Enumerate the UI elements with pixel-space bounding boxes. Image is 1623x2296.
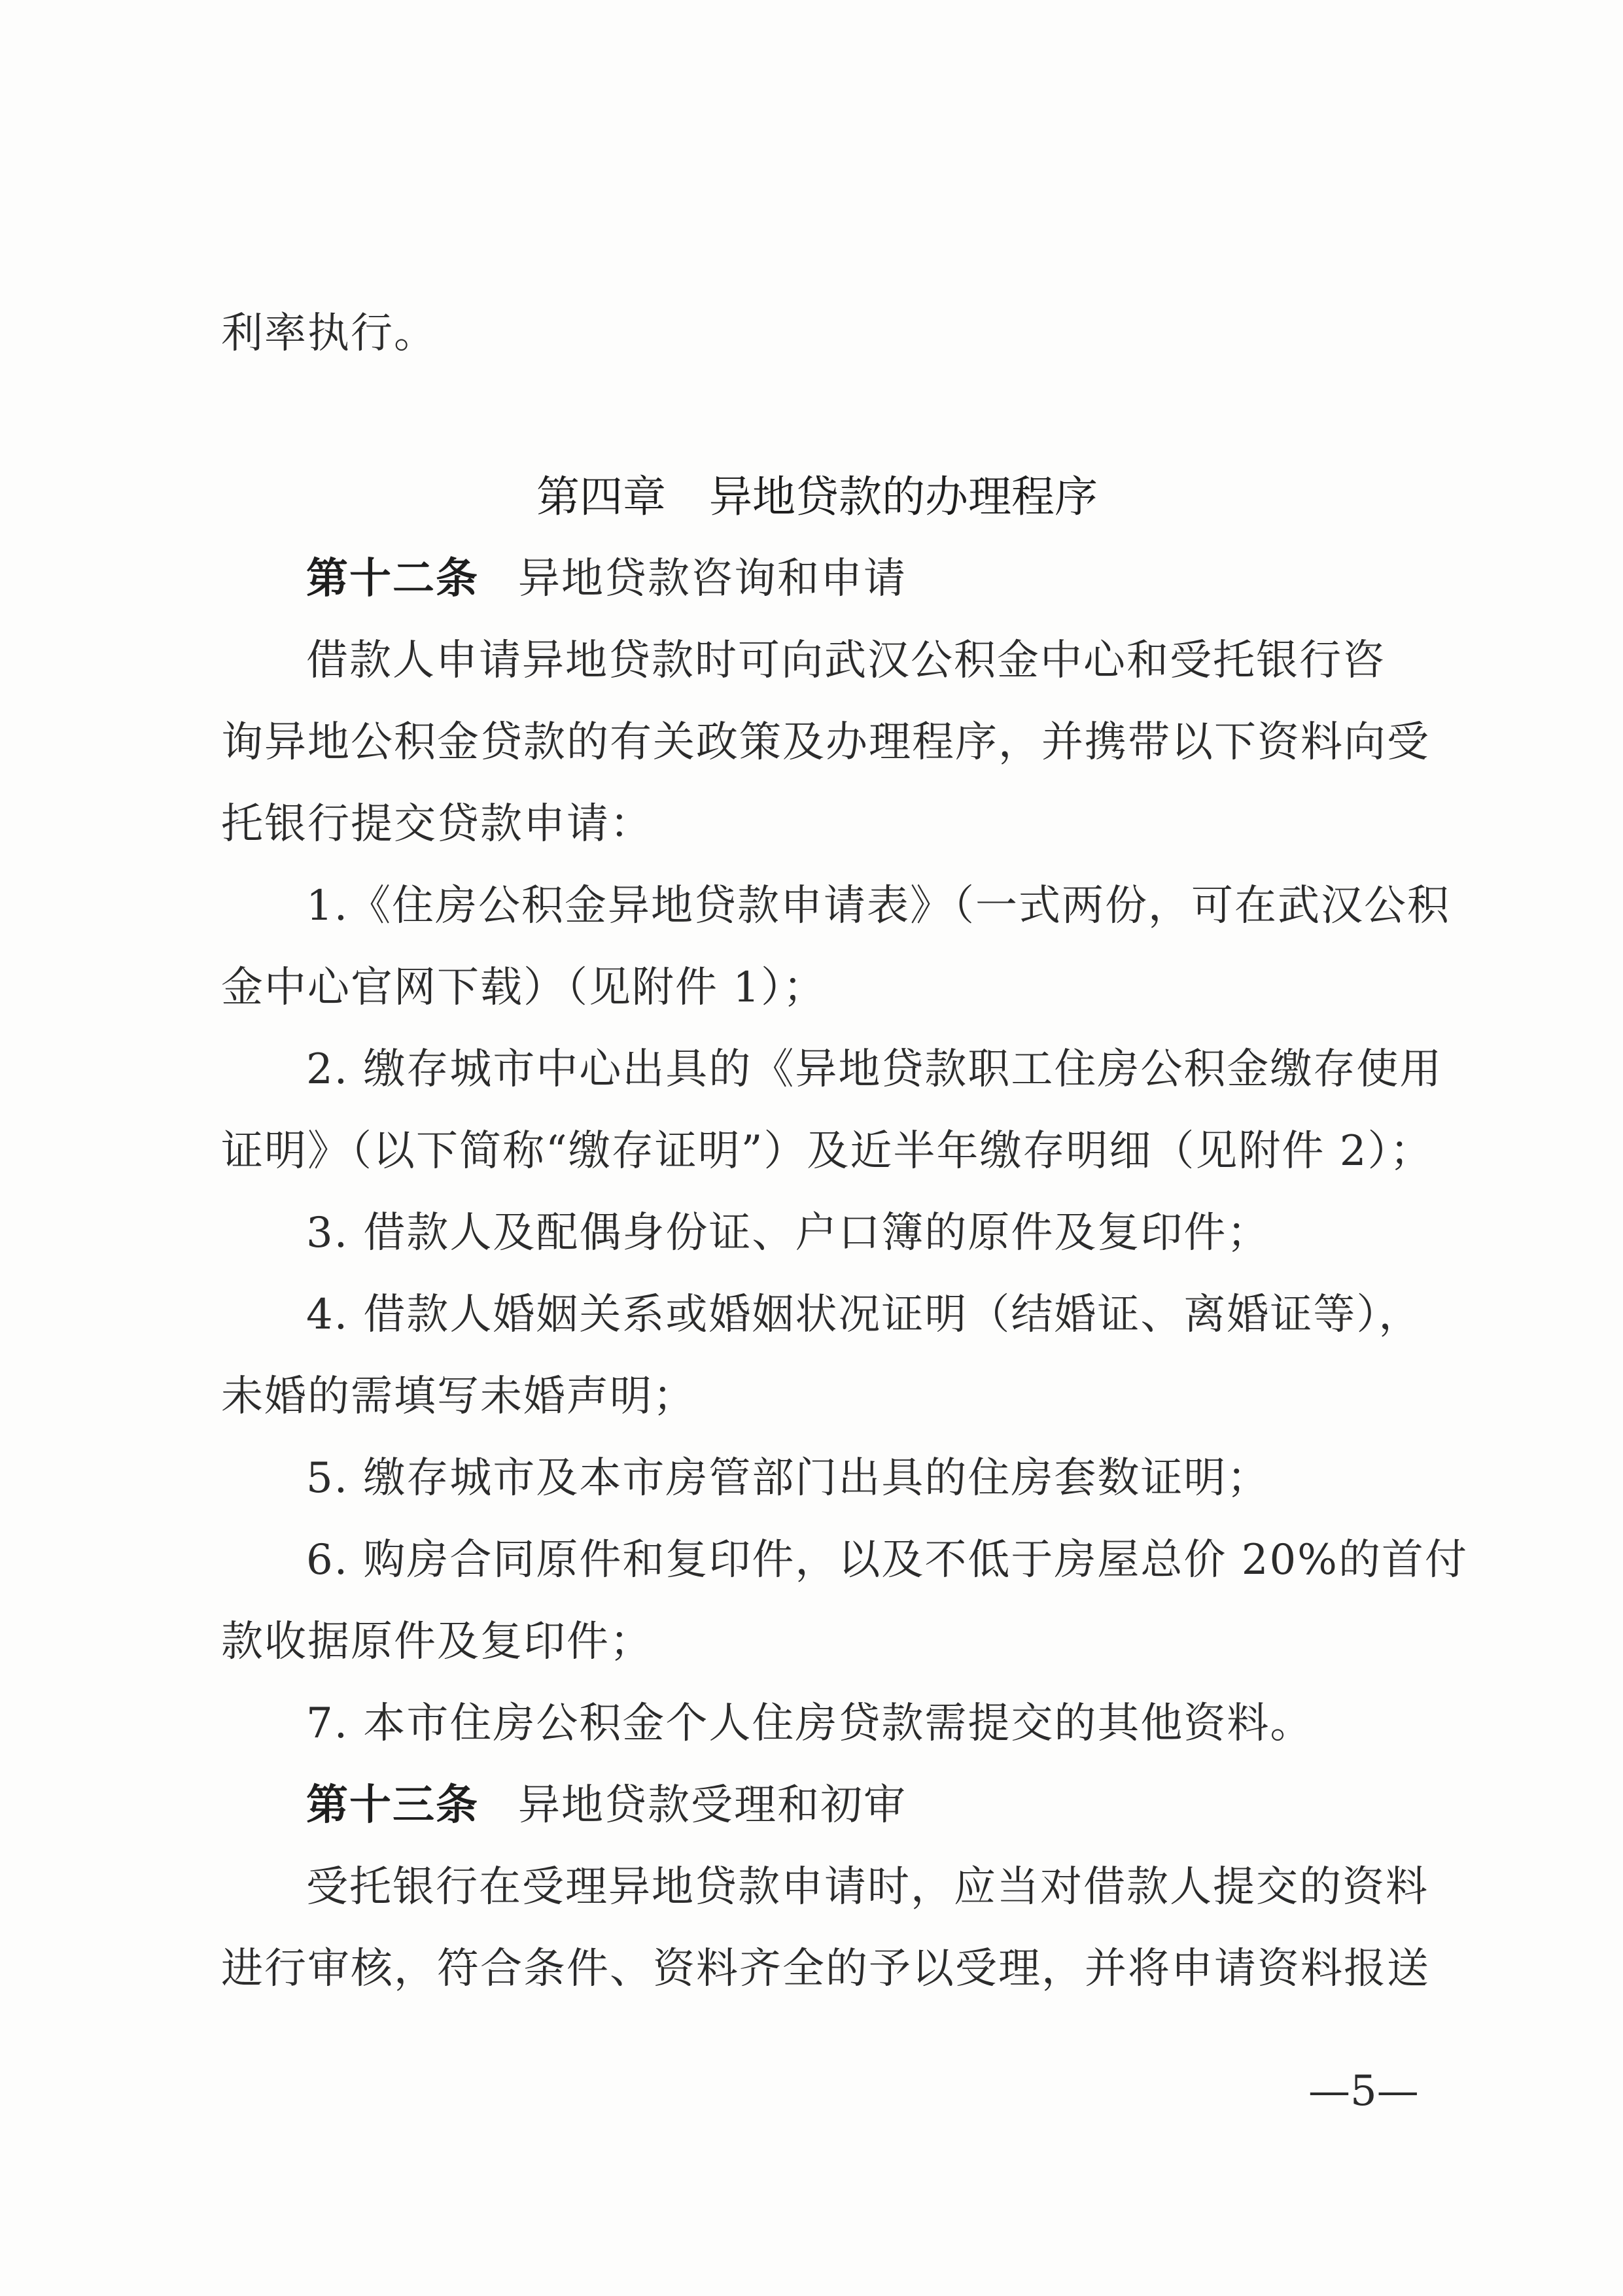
list-item-1: 1.《住房公积金异地贷款申请表》（一式两份，可在武汉公积 bbox=[306, 882, 1451, 930]
list-item-7: 7. 本市住房公积金个人住房贷款需提交的其他资料。 bbox=[306, 1699, 1314, 1748]
article-13-title: 异地贷款受理和初审 bbox=[518, 1781, 907, 1830]
list-item-4: 4. 借款人婚姻关系或婚姻状况证明（结婚证、离婚证等）， bbox=[306, 1291, 1422, 1339]
paragraph-line: 借款人申请异地贷款时可向武汉公积金中心和受托银行咨 bbox=[306, 636, 1386, 685]
carry-over-line: 利率执行。 bbox=[221, 309, 437, 358]
list-item-1-cont: 金中心官网下载）（见附件 1）； bbox=[221, 964, 827, 1012]
article-12-heading bbox=[306, 553, 907, 605]
page-number: —5— bbox=[1308, 2067, 1419, 2115]
list-item-5: 5. 缴存城市及本市房管部门出具的住房套数证明； bbox=[306, 1454, 1270, 1503]
list-item-6-cont: 款收据原件及复印件； bbox=[221, 1618, 653, 1666]
paragraph-line: 托银行提交贷款申请： bbox=[221, 800, 653, 848]
article-12-title: 异地贷款咨询和申请 bbox=[518, 555, 907, 603]
paragraph-line: 进行审核，符合条件、资料齐全的予以受理，并将申请资料报送 bbox=[221, 1945, 1430, 1993]
paragraph-line: 受托银行在受理异地贷款申请时，应当对借款人提交的资料 bbox=[306, 1863, 1429, 1911]
list-item-4-cont: 未婚的需填写未婚声明； bbox=[221, 1372, 696, 1421]
list-item-2: 2. 缴存城市中心出具的《异地贷款职工住房公积金缴存使用 bbox=[306, 1045, 1443, 1094]
article-13-heading bbox=[306, 1779, 907, 1832]
list-item-6: 6. 购房合同原件和复印件，以及不低于房屋总价 20%的首付 bbox=[306, 1536, 1468, 1584]
list-item-3: 3. 借款人及配偶身份证、户口簿的原件及复印件； bbox=[306, 1209, 1270, 1257]
article-12-number: 第十二条 bbox=[306, 555, 479, 603]
chapter-title: 第四章 异地贷款的办理程序 bbox=[536, 472, 1098, 522]
article-13-number: 第十三条 bbox=[306, 1781, 479, 1830]
paragraph-line: 询异地公积金贷款的有关政策及办理程序，并携带以下资料向受 bbox=[221, 718, 1430, 767]
list-item-2-cont: 证明》（以下简称“缴存证明”）及近半年缴存明细（见附件 2）； bbox=[221, 1127, 1433, 1175]
